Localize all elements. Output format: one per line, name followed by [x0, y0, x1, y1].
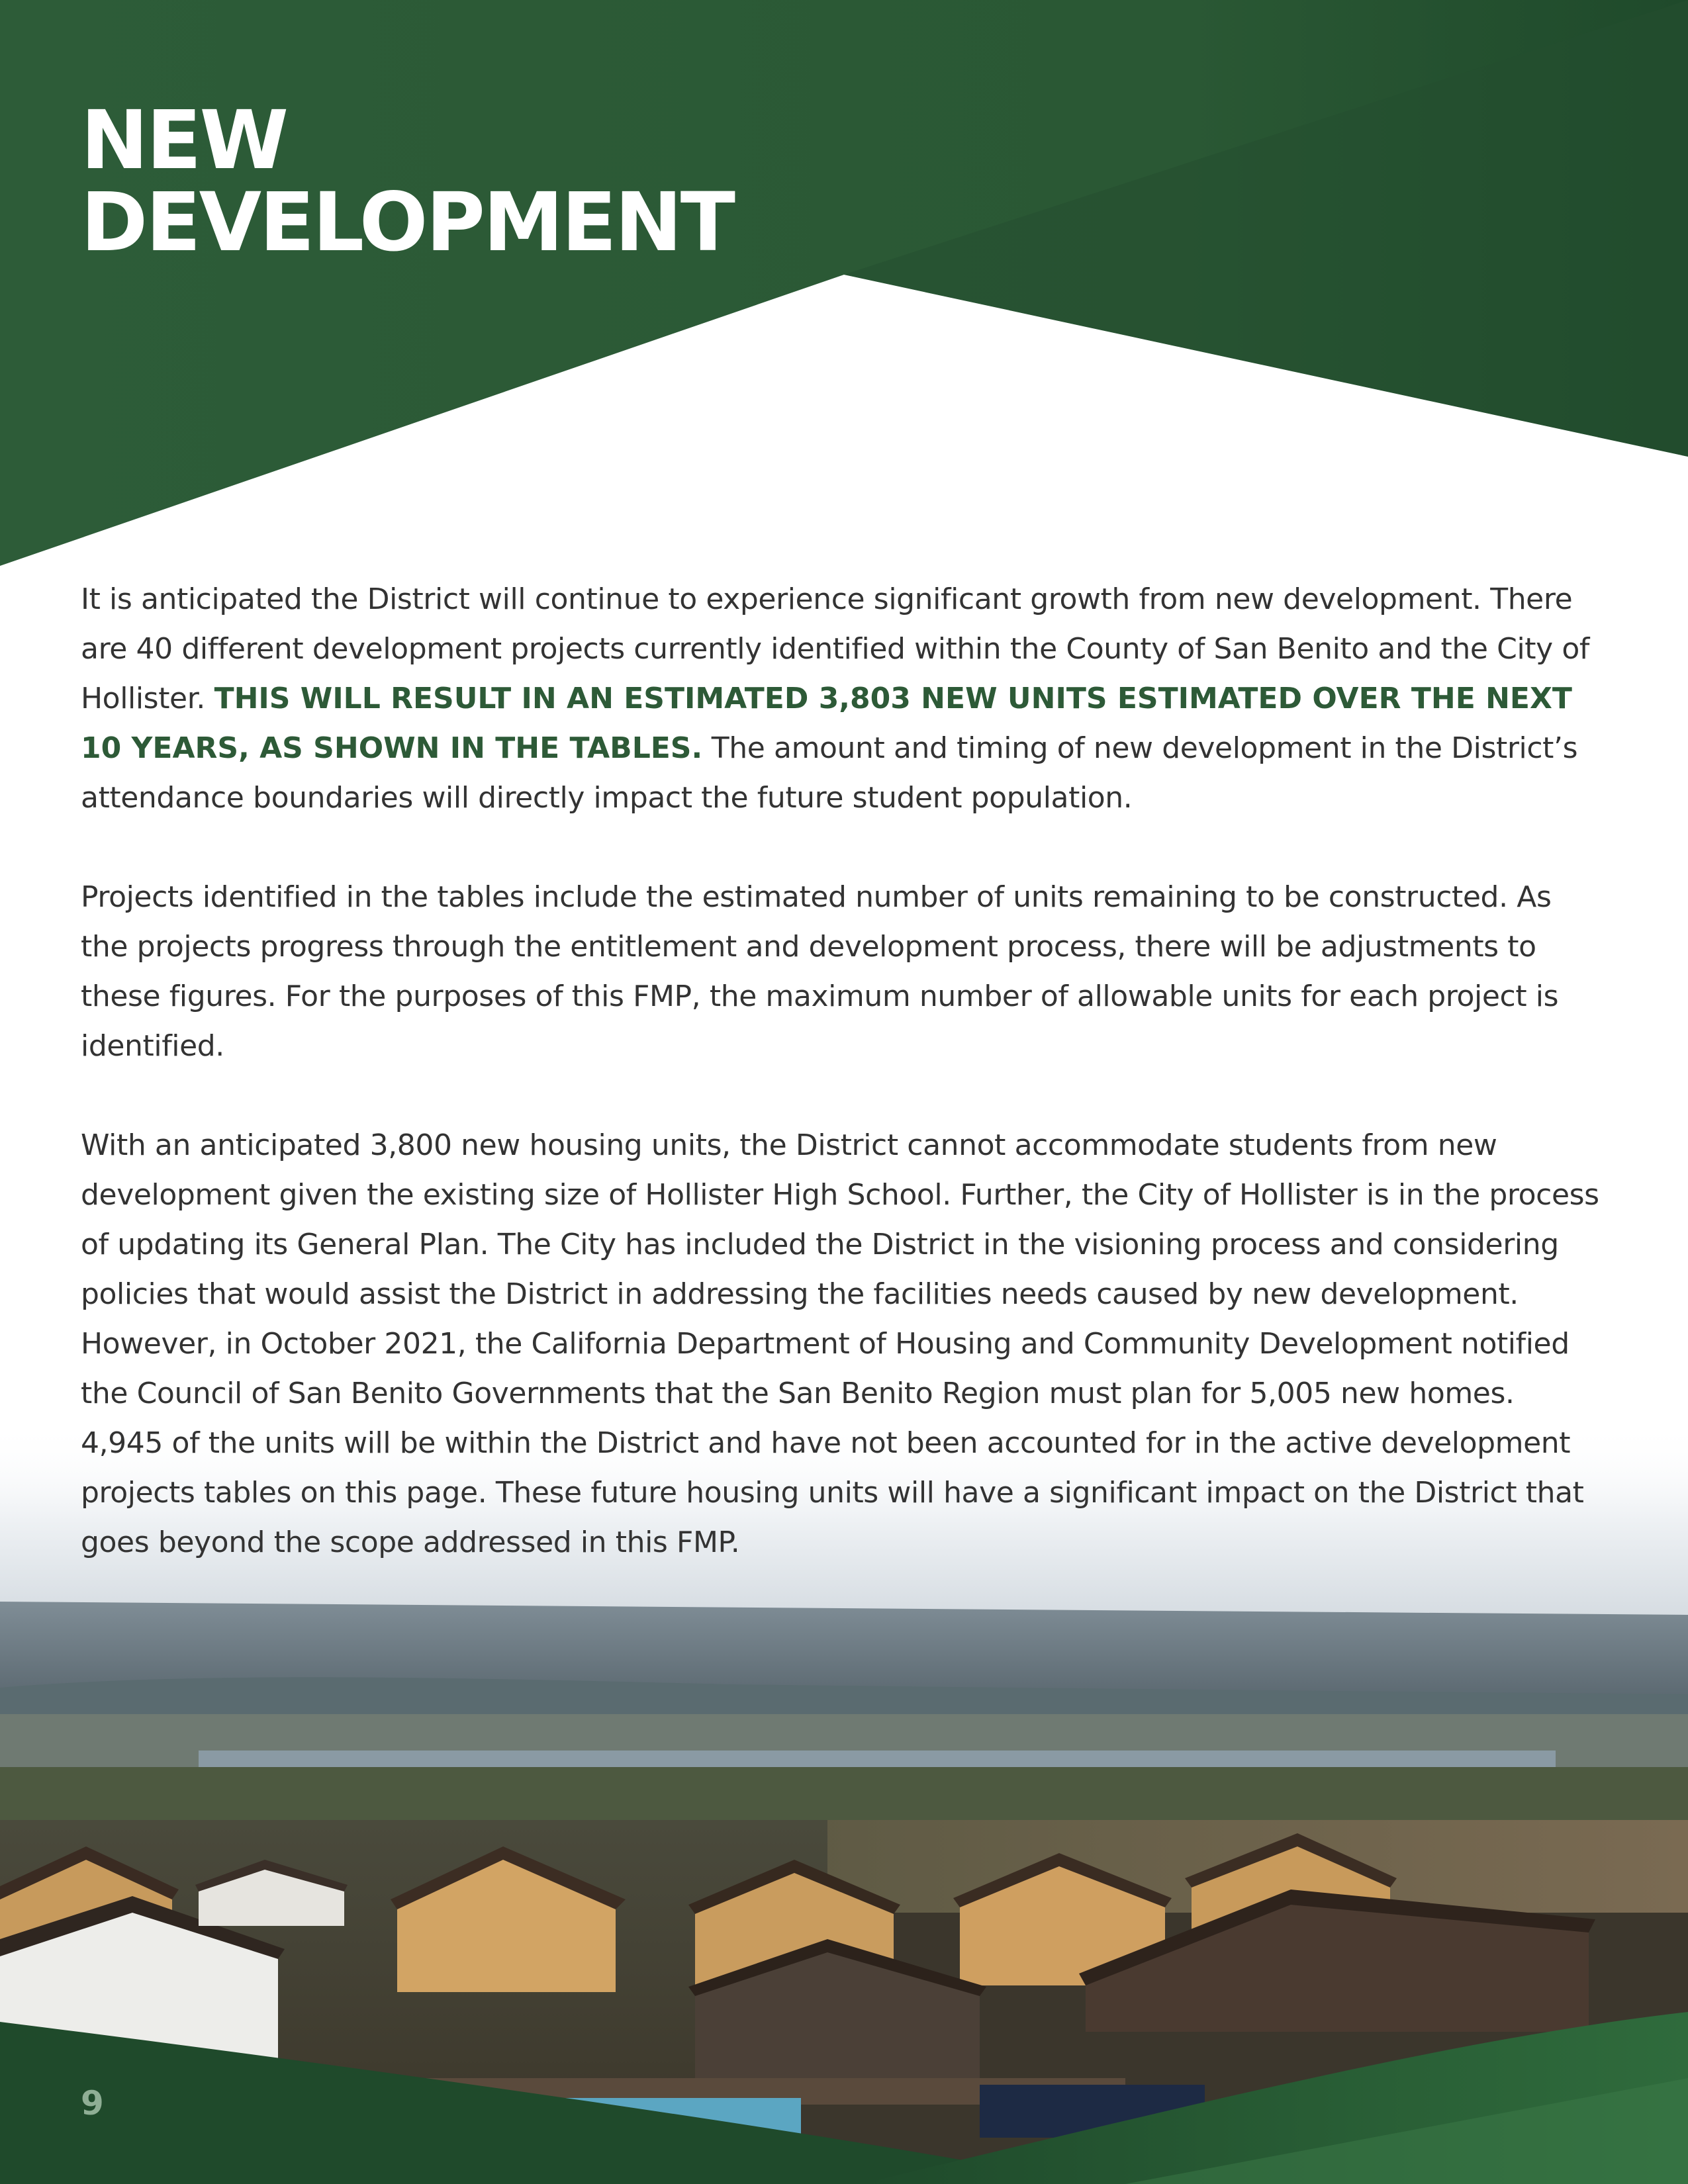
estimated-units-highlight: THIS WILL RESULT IN AN ESTIMATED 3,803 NEW UNITS ESTIMATED OVER THE NEXT 10 YEARS, AS SHOWN IN THE TABLES.: [81, 682, 1572, 765]
paragraph-growth: [81, 574, 1603, 823]
paragraph-growth-outro: The amount and timing of new development in the District’s attendance boundaries will directly impact the future student population.: [81, 731, 1578, 815]
paragraph-housing-impact: With an anticipated 3,800 new housing units, the District cannot accommodate students from new development given the existing size of Hollister High School. Further, the City of Hollister is in the process of updating its General Plan. The City has included the District in the visioning process and considering policies that would assist the District in addressing the facilities needs caused by new development. However, in October 2021, the California Department of Housing and Community Development notified the Council of San Benito Governments that the San Benito Region must plan for 5,005 new homes. 4,945 of the units will be within the District and have not been accounted for in the active development projects tables on this page. These future housing units will have a significant impact on the District that goes beyond the scope addressed in this FMP.: [81, 1128, 1599, 1559]
paragraph-projects: Projects identified in the tables include the estimated number of units remaining to be constructed. As the projects progress through the entitlement and development process, there will be adjustments to these figures. For the purposes of this FMP, the maximum number of allowable units for each project is identified.: [81, 880, 1559, 1063]
title-line-development: DEVELOPMENT: [81, 175, 733, 269]
tree-line: [0, 1767, 1688, 1827]
page-title: [81, 93, 733, 269]
header-banner: [0, 0, 1688, 569]
paragraph-growth-intro: It is anticipated the District will continue to experience significant growth from new development. There are 40 different development projects currently identified within the County of San Benito and the City of Hollister.: [81, 582, 1589, 715]
title-line-new: NEW: [81, 93, 287, 187]
page-number: 9: [81, 2084, 104, 2122]
body-text: [81, 574, 1603, 1617]
distant-water: [199, 1751, 1556, 1769]
